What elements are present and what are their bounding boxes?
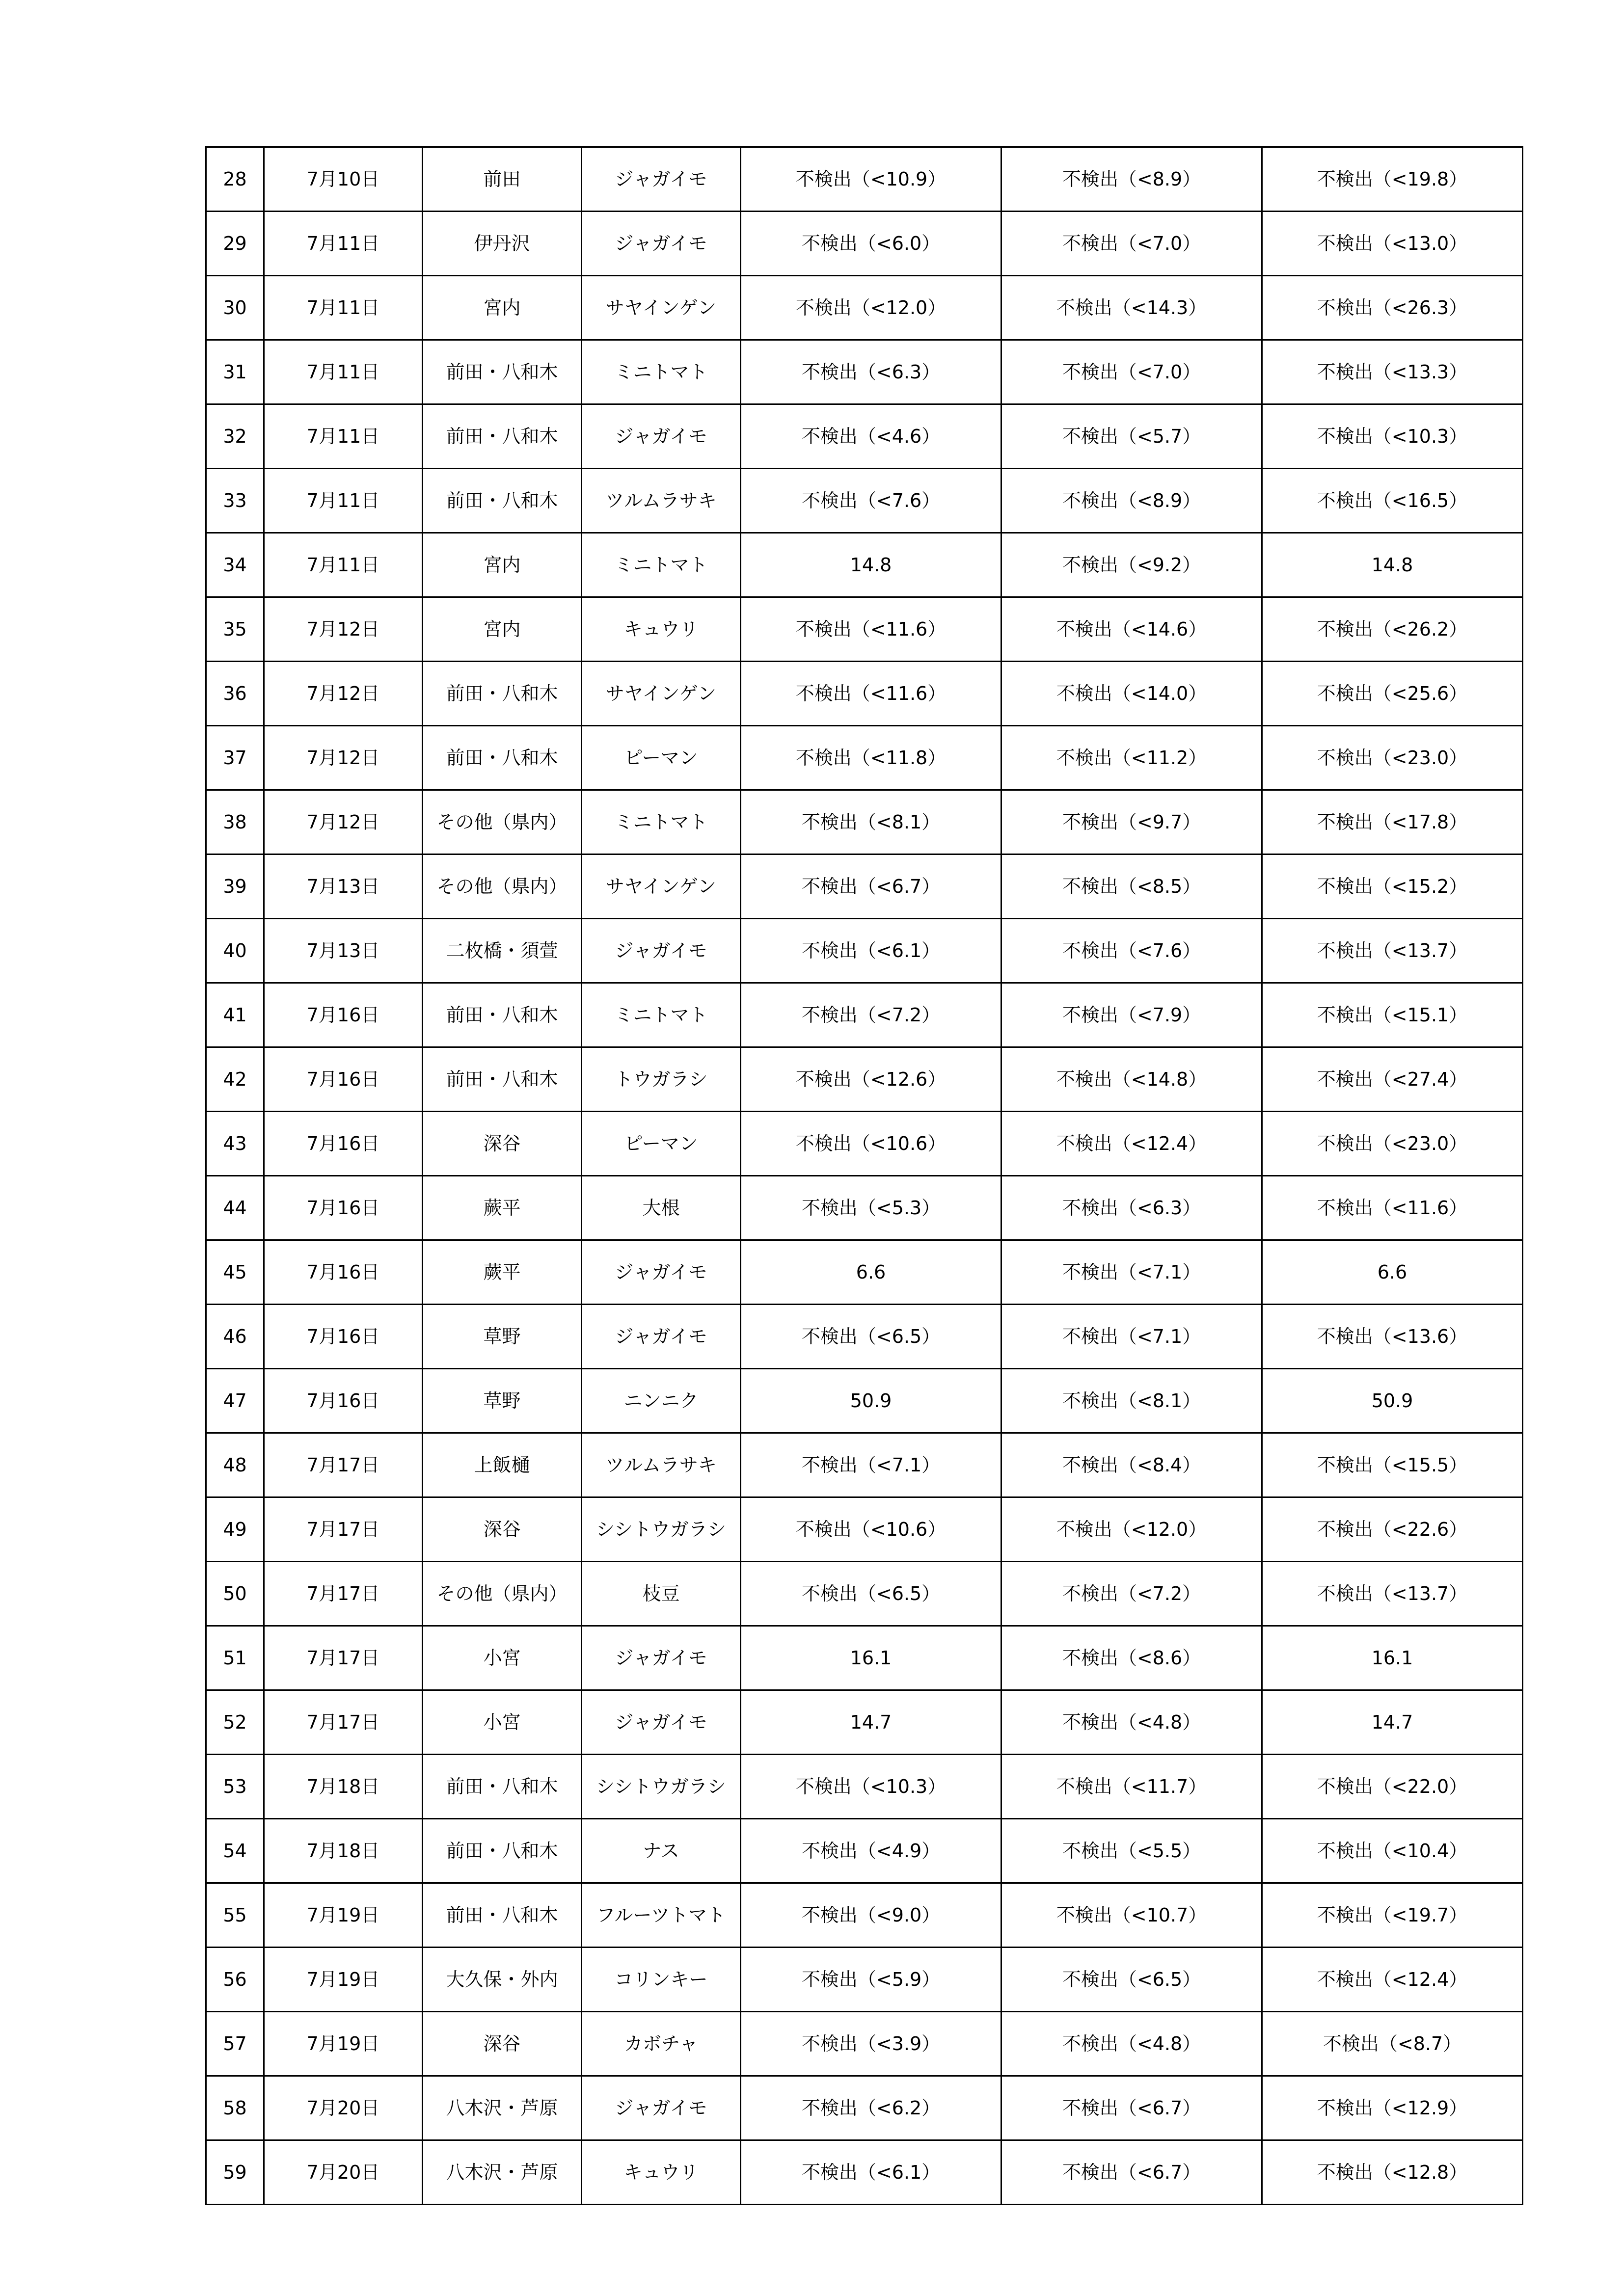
table-row <box>206 1240 1523 1305</box>
result-cell-1: 不検出（<12.6） <box>741 1047 1001 1112</box>
table-row <box>206 726 1523 790</box>
item-cell: ナス <box>582 1819 741 1883</box>
location-cell: 前田・八和木 <box>423 1755 582 1819</box>
result-cell-total: 14.8 <box>1262 533 1523 597</box>
result-cell-total: 不検出（<10.4） <box>1262 1819 1523 1883</box>
result-cell-2: 不検出（<5.7） <box>1001 404 1262 469</box>
row-number-cell: 40 <box>206 919 264 983</box>
date-cell: 7月18日 <box>264 1819 423 1883</box>
table-row <box>206 2076 1523 2140</box>
results-table <box>205 146 1523 2205</box>
item-cell: シシトウガラシ <box>582 1755 741 1819</box>
table-row <box>206 2012 1523 2076</box>
result-cell-2: 不検出（<6.5） <box>1001 1948 1262 2012</box>
row-number-cell: 36 <box>206 662 264 726</box>
item-cell: ジャガイモ <box>582 1626 741 1690</box>
item-cell: サヤインゲン <box>582 276 741 340</box>
date-cell: 7月16日 <box>264 1369 423 1433</box>
location-cell: 蕨平 <box>423 1176 582 1240</box>
item-cell: キュウリ <box>582 2140 741 2205</box>
date-cell: 7月19日 <box>264 1948 423 2012</box>
result-cell-total: 6.6 <box>1262 1240 1523 1305</box>
item-cell: ツルムラサキ <box>582 1433 741 1497</box>
location-cell: 八木沢・芦原 <box>423 2140 582 2205</box>
table-row <box>206 1626 1523 1690</box>
result-cell-2: 不検出（<14.6） <box>1001 597 1262 662</box>
date-cell: 7月17日 <box>264 1562 423 1626</box>
item-cell: ジャガイモ <box>582 147 741 212</box>
result-cell-1: 不検出（<7.2） <box>741 983 1001 1047</box>
date-cell: 7月12日 <box>264 662 423 726</box>
result-cell-1: 不検出（<6.2） <box>741 2076 1001 2140</box>
result-cell-1: 不検出（<4.6） <box>741 404 1001 469</box>
location-cell: 前田・八和木 <box>423 1047 582 1112</box>
row-number-cell: 47 <box>206 1369 264 1433</box>
result-cell-1: 不検出（<12.0） <box>741 276 1001 340</box>
result-cell-1: 不検出（<5.3） <box>741 1176 1001 1240</box>
location-cell: その他（県内） <box>423 854 582 919</box>
result-cell-total: 不検出（<23.0） <box>1262 1112 1523 1176</box>
result-cell-2: 不検出（<5.5） <box>1001 1819 1262 1883</box>
item-cell: カボチャ <box>582 2012 741 2076</box>
date-cell: 7月13日 <box>264 854 423 919</box>
row-number-cell: 32 <box>206 404 264 469</box>
table-row <box>206 1883 1523 1948</box>
date-cell: 7月11日 <box>264 340 423 404</box>
row-number-cell: 52 <box>206 1690 264 1755</box>
result-cell-1: 14.7 <box>741 1690 1001 1755</box>
result-cell-total: 不検出（<19.7） <box>1262 1883 1523 1948</box>
table-row <box>206 854 1523 919</box>
item-cell: キュウリ <box>582 597 741 662</box>
row-number-cell: 39 <box>206 854 264 919</box>
table-row <box>206 276 1523 340</box>
result-cell-total: 不検出（<13.0） <box>1262 212 1523 276</box>
table-body <box>206 147 1523 2205</box>
item-cell: サヤインゲン <box>582 854 741 919</box>
item-cell: ジャガイモ <box>582 404 741 469</box>
result-cell-1: 不検出（<11.8） <box>741 726 1001 790</box>
table-row <box>206 1819 1523 1883</box>
table-row <box>206 1755 1523 1819</box>
location-cell: 前田・八和木 <box>423 340 582 404</box>
result-cell-1: 不検出（<6.5） <box>741 1305 1001 1369</box>
item-cell: ピーマン <box>582 1112 741 1176</box>
date-cell: 7月18日 <box>264 1755 423 1819</box>
location-cell: 八木沢・芦原 <box>423 2076 582 2140</box>
result-cell-1: 16.1 <box>741 1626 1001 1690</box>
item-cell: シシトウガラシ <box>582 1497 741 1562</box>
table-row <box>206 340 1523 404</box>
row-number-cell: 53 <box>206 1755 264 1819</box>
row-number-cell: 45 <box>206 1240 264 1305</box>
result-cell-1: 14.8 <box>741 533 1001 597</box>
row-number-cell: 38 <box>206 790 264 854</box>
date-cell: 7月16日 <box>264 1176 423 1240</box>
result-cell-1: 不検出（<10.3） <box>741 1755 1001 1819</box>
table-row <box>206 1047 1523 1112</box>
result-cell-2: 不検出（<8.6） <box>1001 1626 1262 1690</box>
table-row <box>206 1690 1523 1755</box>
row-number-cell: 28 <box>206 147 264 212</box>
result-cell-1: 不検出（<10.9） <box>741 147 1001 212</box>
date-cell: 7月12日 <box>264 726 423 790</box>
result-cell-1: 不検出（<6.0） <box>741 212 1001 276</box>
table-row <box>206 1562 1523 1626</box>
table-row <box>206 790 1523 854</box>
result-cell-1: 不検出（<3.9） <box>741 2012 1001 2076</box>
result-cell-total: 不検出（<8.7） <box>1262 2012 1523 2076</box>
result-cell-1: 不検出（<11.6） <box>741 597 1001 662</box>
date-cell: 7月10日 <box>264 147 423 212</box>
table-row <box>206 404 1523 469</box>
result-cell-2: 不検出（<14.0） <box>1001 662 1262 726</box>
date-cell: 7月17日 <box>264 1497 423 1562</box>
result-cell-2: 不検出（<11.2） <box>1001 726 1262 790</box>
result-cell-2: 不検出（<7.0） <box>1001 212 1262 276</box>
row-number-cell: 59 <box>206 2140 264 2205</box>
row-number-cell: 37 <box>206 726 264 790</box>
location-cell: 小宮 <box>423 1626 582 1690</box>
date-cell: 7月11日 <box>264 276 423 340</box>
result-cell-1: 不検出（<6.5） <box>741 1562 1001 1626</box>
location-cell: 小宮 <box>423 1690 582 1755</box>
result-cell-total: 16.1 <box>1262 1626 1523 1690</box>
item-cell: コリンキー <box>582 1948 741 2012</box>
result-cell-1: 50.9 <box>741 1369 1001 1433</box>
item-cell: ジャガイモ <box>582 919 741 983</box>
table-row <box>206 1433 1523 1497</box>
row-number-cell: 34 <box>206 533 264 597</box>
result-cell-1: 不検出（<8.1） <box>741 790 1001 854</box>
item-cell: フルーツトマト <box>582 1883 741 1948</box>
row-number-cell: 48 <box>206 1433 264 1497</box>
result-cell-total: 不検出（<13.7） <box>1262 1562 1523 1626</box>
result-cell-total: 不検出（<17.8） <box>1262 790 1523 854</box>
location-cell: 宮内 <box>423 276 582 340</box>
result-cell-2: 不検出（<7.1） <box>1001 1240 1262 1305</box>
row-number-cell: 44 <box>206 1176 264 1240</box>
location-cell: 前田・八和木 <box>423 1819 582 1883</box>
location-cell: 宮内 <box>423 533 582 597</box>
location-cell: 大久保・外内 <box>423 1948 582 2012</box>
item-cell: ジャガイモ <box>582 212 741 276</box>
row-number-cell: 58 <box>206 2076 264 2140</box>
date-cell: 7月12日 <box>264 790 423 854</box>
item-cell: ミニトマト <box>582 340 741 404</box>
result-cell-total: 不検出（<22.0） <box>1262 1755 1523 1819</box>
result-cell-1: 不検出（<6.1） <box>741 2140 1001 2205</box>
result-cell-2: 不検出（<8.1） <box>1001 1369 1262 1433</box>
table-row <box>206 533 1523 597</box>
location-cell: 深谷 <box>423 1112 582 1176</box>
result-cell-1: 不検出（<4.9） <box>741 1819 1001 1883</box>
item-cell: ミニトマト <box>582 790 741 854</box>
result-cell-total: 不検出（<11.6） <box>1262 1176 1523 1240</box>
date-cell: 7月19日 <box>264 1883 423 1948</box>
result-cell-2: 不検出（<11.7） <box>1001 1755 1262 1819</box>
result-cell-1: 不検出（<9.0） <box>741 1883 1001 1948</box>
result-cell-total: 不検出（<15.1） <box>1262 983 1523 1047</box>
table-row <box>206 147 1523 212</box>
item-cell: ジャガイモ <box>582 1305 741 1369</box>
date-cell: 7月17日 <box>264 1690 423 1755</box>
item-cell: 枝豆 <box>582 1562 741 1626</box>
result-cell-1: 不検出（<6.1） <box>741 919 1001 983</box>
item-cell: ツルムラサキ <box>582 469 741 533</box>
location-cell: 伊丹沢 <box>423 212 582 276</box>
result-cell-2: 不検出（<10.7） <box>1001 1883 1262 1948</box>
row-number-cell: 54 <box>206 1819 264 1883</box>
result-cell-1: 不検出（<6.3） <box>741 340 1001 404</box>
result-cell-2: 不検出（<14.3） <box>1001 276 1262 340</box>
table-row <box>206 1176 1523 1240</box>
date-cell: 7月19日 <box>264 2012 423 2076</box>
result-cell-1: 不検出（<6.7） <box>741 854 1001 919</box>
result-cell-1: 6.6 <box>741 1240 1001 1305</box>
location-cell: 草野 <box>423 1305 582 1369</box>
result-cell-2: 不検出（<7.6） <box>1001 919 1262 983</box>
date-cell: 7月13日 <box>264 919 423 983</box>
location-cell: 宮内 <box>423 597 582 662</box>
row-number-cell: 51 <box>206 1626 264 1690</box>
location-cell: 深谷 <box>423 2012 582 2076</box>
result-cell-total: 不検出（<12.9） <box>1262 2076 1523 2140</box>
result-cell-total: 不検出（<26.2） <box>1262 597 1523 662</box>
location-cell: 前田・八和木 <box>423 983 582 1047</box>
result-cell-total: 不検出（<15.2） <box>1262 854 1523 919</box>
table-row <box>206 1305 1523 1369</box>
result-cell-2: 不検出（<6.7） <box>1001 2076 1262 2140</box>
result-cell-total: 50.9 <box>1262 1369 1523 1433</box>
result-cell-total: 不検出（<16.5） <box>1262 469 1523 533</box>
result-cell-1: 不検出（<10.6） <box>741 1497 1001 1562</box>
location-cell: 前田 <box>423 147 582 212</box>
result-cell-2: 不検出（<7.1） <box>1001 1305 1262 1369</box>
result-cell-2: 不検出（<6.7） <box>1001 2140 1262 2205</box>
location-cell: 前田・八和木 <box>423 1883 582 1948</box>
result-cell-total: 不検出（<13.7） <box>1262 919 1523 983</box>
table-row <box>206 597 1523 662</box>
result-cell-2: 不検出（<8.9） <box>1001 469 1262 533</box>
row-number-cell: 56 <box>206 1948 264 2012</box>
location-cell: その他（県内） <box>423 1562 582 1626</box>
date-cell: 7月11日 <box>264 533 423 597</box>
result-cell-total: 14.7 <box>1262 1690 1523 1755</box>
row-number-cell: 50 <box>206 1562 264 1626</box>
row-number-cell: 29 <box>206 212 264 276</box>
item-cell: ピーマン <box>582 726 741 790</box>
result-cell-2: 不検出（<14.8） <box>1001 1047 1262 1112</box>
date-cell: 7月16日 <box>264 1112 423 1176</box>
row-number-cell: 42 <box>206 1047 264 1112</box>
row-number-cell: 57 <box>206 2012 264 2076</box>
result-cell-total: 不検出（<13.6） <box>1262 1305 1523 1369</box>
table-row <box>206 1948 1523 2012</box>
result-cell-total: 不検出（<13.3） <box>1262 340 1523 404</box>
table-row <box>206 1497 1523 1562</box>
result-cell-total: 不検出（<23.0） <box>1262 726 1523 790</box>
location-cell: 二枚橋・須萱 <box>423 919 582 983</box>
location-cell: 前田・八和木 <box>423 662 582 726</box>
item-cell: トウガラシ <box>582 1047 741 1112</box>
result-cell-2: 不検出（<8.5） <box>1001 854 1262 919</box>
result-cell-1: 不検出（<11.6） <box>741 662 1001 726</box>
date-cell: 7月11日 <box>264 469 423 533</box>
table-row <box>206 662 1523 726</box>
table-row <box>206 469 1523 533</box>
date-cell: 7月16日 <box>264 1047 423 1112</box>
result-cell-1: 不検出（<7.1） <box>741 1433 1001 1497</box>
row-number-cell: 30 <box>206 276 264 340</box>
date-cell: 7月12日 <box>264 597 423 662</box>
result-cell-2: 不検出（<7.2） <box>1001 1562 1262 1626</box>
result-cell-1: 不検出（<10.6） <box>741 1112 1001 1176</box>
table-row <box>206 212 1523 276</box>
date-cell: 7月20日 <box>264 2140 423 2205</box>
date-cell: 7月11日 <box>264 212 423 276</box>
location-cell: 深谷 <box>423 1497 582 1562</box>
row-number-cell: 35 <box>206 597 264 662</box>
date-cell: 7月17日 <box>264 1433 423 1497</box>
row-number-cell: 43 <box>206 1112 264 1176</box>
row-number-cell: 49 <box>206 1497 264 1562</box>
date-cell: 7月17日 <box>264 1626 423 1690</box>
table-row <box>206 2140 1523 2205</box>
location-cell: 蕨平 <box>423 1240 582 1305</box>
item-cell: ニンニク <box>582 1369 741 1433</box>
result-cell-total: 不検出（<10.3） <box>1262 404 1523 469</box>
result-cell-1: 不検出（<7.6） <box>741 469 1001 533</box>
table-row <box>206 1369 1523 1433</box>
result-cell-2: 不検出（<7.9） <box>1001 983 1262 1047</box>
result-cell-total: 不検出（<22.6） <box>1262 1497 1523 1562</box>
date-cell: 7月11日 <box>264 404 423 469</box>
location-cell: その他（県内） <box>423 790 582 854</box>
result-cell-2: 不検出（<7.0） <box>1001 340 1262 404</box>
result-cell-total: 不検出（<15.5） <box>1262 1433 1523 1497</box>
row-number-cell: 31 <box>206 340 264 404</box>
location-cell: 前田・八和木 <box>423 469 582 533</box>
table-row <box>206 919 1523 983</box>
result-cell-2: 不検出（<12.4） <box>1001 1112 1262 1176</box>
result-cell-total: 不検出（<12.8） <box>1262 2140 1523 2205</box>
date-cell: 7月16日 <box>264 1305 423 1369</box>
result-cell-2: 不検出（<8.9） <box>1001 147 1262 212</box>
result-cell-2: 不検出（<12.0） <box>1001 1497 1262 1562</box>
location-cell: 上飯樋 <box>423 1433 582 1497</box>
date-cell: 7月16日 <box>264 1240 423 1305</box>
result-cell-2: 不検出（<8.4） <box>1001 1433 1262 1497</box>
row-number-cell: 33 <box>206 469 264 533</box>
item-cell: ミニトマト <box>582 983 741 1047</box>
result-cell-1: 不検出（<5.9） <box>741 1948 1001 2012</box>
date-cell: 7月20日 <box>264 2076 423 2140</box>
result-cell-2: 不検出（<9.7） <box>1001 790 1262 854</box>
result-cell-2: 不検出（<4.8） <box>1001 1690 1262 1755</box>
result-cell-total: 不検出（<19.8） <box>1262 147 1523 212</box>
row-number-cell: 41 <box>206 983 264 1047</box>
result-cell-total: 不検出（<25.6） <box>1262 662 1523 726</box>
result-cell-total: 不検出（<12.4） <box>1262 1948 1523 2012</box>
result-cell-2: 不検出（<9.2） <box>1001 533 1262 597</box>
location-cell: 草野 <box>423 1369 582 1433</box>
location-cell: 前田・八和木 <box>423 726 582 790</box>
item-cell: ミニトマト <box>582 533 741 597</box>
item-cell: ジャガイモ <box>582 1690 741 1755</box>
result-cell-total: 不検出（<27.4） <box>1262 1047 1523 1112</box>
table-row <box>206 983 1523 1047</box>
result-cell-2: 不検出（<6.3） <box>1001 1176 1262 1240</box>
location-cell: 前田・八和木 <box>423 404 582 469</box>
result-cell-total: 不検出（<26.3） <box>1262 276 1523 340</box>
row-number-cell: 46 <box>206 1305 264 1369</box>
item-cell: ジャガイモ <box>582 1240 741 1305</box>
item-cell: 大根 <box>582 1176 741 1240</box>
row-number-cell: 55 <box>206 1883 264 1948</box>
table-row <box>206 1112 1523 1176</box>
item-cell: サヤインゲン <box>582 662 741 726</box>
result-cell-2: 不検出（<4.8） <box>1001 2012 1262 2076</box>
item-cell: ジャガイモ <box>582 2076 741 2140</box>
date-cell: 7月16日 <box>264 983 423 1047</box>
